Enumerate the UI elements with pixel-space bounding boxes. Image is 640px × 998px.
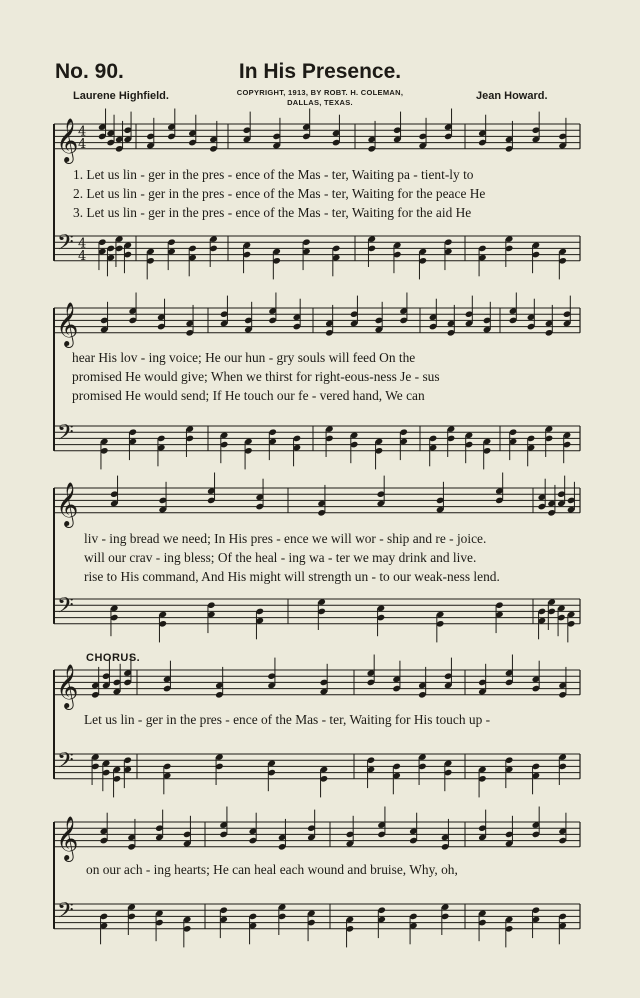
lyric-line: 2. Let us lin - ger in the pres - ence of the Mas - ter, Waiting for the peace He (73, 186, 486, 201)
copyright-line-2: DALLAS, TEXAS. (287, 98, 353, 107)
treble-clef-icon: 𝄞 (56, 117, 79, 162)
lyricist-credit: Laurene Highfield. (73, 90, 169, 102)
lyric-line: hear His lov - ing voice; He our hun - gry souls will feed On the (72, 350, 416, 365)
lyric-line: promised He would send; If He touch our fe - vered hand, We can (72, 388, 425, 403)
lyric-line: rise to His command, And His might will strength un - to our weak-ness lend. (84, 569, 500, 584)
hymn-title: In His Presence. (238, 60, 402, 83)
chorus-label: CHORUS. (86, 652, 141, 664)
lyric-line: 1. Let us lin - ger in the pres - ence of the Mas - ter, Waiting pa - tient-ly to (73, 167, 474, 182)
time-signature: 4 (78, 236, 87, 252)
lyric-line: will our crav - ing bless; Of the heal - ing wa - ter we may drink and live. (84, 550, 477, 565)
bass-clef-icon: 𝄢 (57, 748, 74, 779)
lyric-line: on our ach - ing hearts; He can heal each wound and bruise, Why, oh, (86, 862, 458, 877)
lyric-line: Let us lin - ger in the pres - ence of the Mas - ter, Waiting for His touch up - (84, 712, 491, 727)
bass-clef-icon: 𝄢 (57, 593, 74, 624)
lyric-line: 3. Let us lin - ger in the pres - ence of the Mas - ter, Waiting for the aid He (73, 205, 472, 220)
treble-clef-icon: 𝄞 (56, 663, 79, 708)
lyric-line: liv - ing bread we need; In His pres - ence we will wor - ship and re - joice. (84, 531, 487, 546)
treble-clef-icon: 𝄞 (56, 301, 79, 346)
time-signature: 4 (78, 124, 87, 140)
time-signature: 4 (78, 248, 87, 264)
bass-clef-icon: 𝄢 (57, 230, 74, 261)
time-signature: 4 (78, 136, 87, 152)
lyric-line: promised He would give; When we thirst for right-eous-ness Je - sus (72, 369, 440, 384)
bass-clef-icon: 𝄢 (57, 898, 74, 929)
copyright-line-1: COPYRIGHT, 1913, BY ROBT. H. COLEMAN, (236, 88, 404, 97)
treble-clef-icon: 𝄞 (56, 481, 79, 526)
composer-credit: Jean Howard. (476, 90, 548, 102)
hymn-number: No. 90. (55, 60, 124, 83)
bass-clef-icon: 𝄢 (57, 420, 74, 451)
treble-clef-icon: 𝄞 (56, 815, 79, 860)
